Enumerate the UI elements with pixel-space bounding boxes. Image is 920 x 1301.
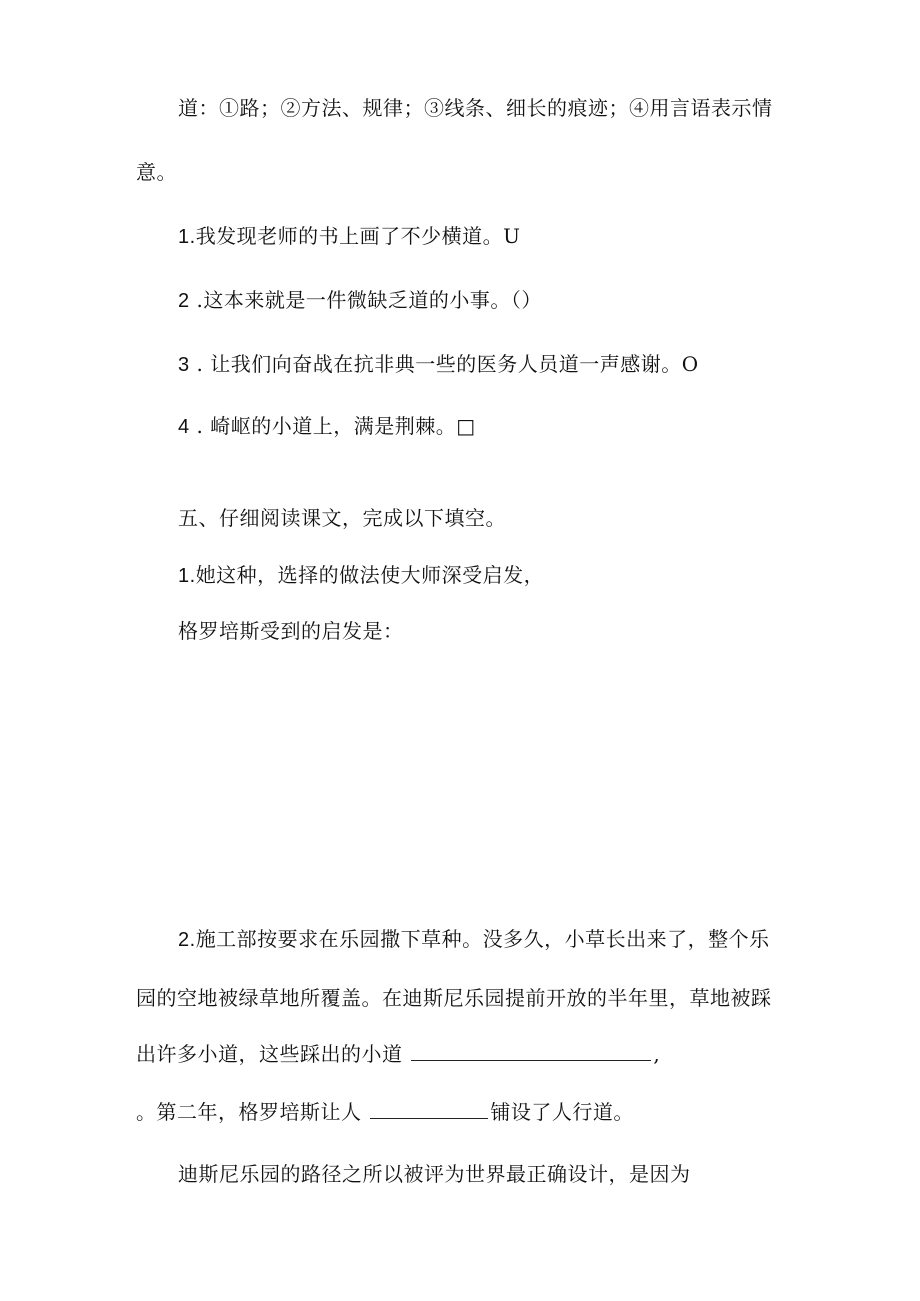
answer-blank-2[interactable] bbox=[370, 1098, 488, 1119]
question-2-line-1 bbox=[178, 925, 770, 954]
item-2-number: 2 bbox=[178, 290, 190, 312]
item-1 bbox=[178, 222, 521, 251]
question-1-number: 1. bbox=[178, 565, 196, 587]
question-2-line-3-text: 出许多小道，这些踩出的小道 bbox=[136, 1042, 403, 1066]
item-1-text: 我发现老师的书上画了不少横道。U bbox=[195, 224, 521, 248]
question-2-line-3 bbox=[136, 1040, 660, 1068]
question-1 bbox=[178, 561, 544, 590]
item-3 bbox=[178, 350, 699, 379]
question-2-line-4 bbox=[136, 1098, 634, 1126]
item-2 bbox=[178, 286, 542, 315]
question-2-final: 迪斯尼乐园的路径之所以被评为世界最正确设计，是因为 bbox=[178, 1162, 691, 1186]
item-3-number: 3 bbox=[178, 354, 190, 376]
question-2-line-2: 园的空地被绿草地所覆盖。在迪斯尼乐园提前开放的半年里，草地被踩 bbox=[136, 986, 772, 1010]
question-1-text: 她这种，选择的做法使大师深受启发， bbox=[195, 563, 545, 587]
item-3-text: . 让我们向奋战在抗非典一些的医务人员道一声感谢。O bbox=[189, 352, 699, 376]
question-1-prompt: 格罗培斯受到的启发是： bbox=[178, 619, 404, 643]
item-2-text: .这本来就是一件微缺乏道的小事。（） bbox=[189, 288, 542, 312]
question-2-text-1: 施工部按要求在乐园撒下草种。没多久，小草长出来了，整个乐 bbox=[195, 927, 770, 951]
definition-line-1: 道：①路；②方法、规律；③线条、细长的痕迹；④用言语表示情 bbox=[178, 96, 773, 120]
question-2-number: 2. bbox=[178, 929, 196, 951]
question-2-line-4-end: 铺设了人行道。 bbox=[490, 1100, 634, 1124]
item-1-number: 1. bbox=[178, 226, 196, 248]
definition-line-2: 意。 bbox=[136, 160, 177, 184]
item-4-number: 4 bbox=[178, 416, 190, 438]
item-4 bbox=[178, 412, 476, 441]
question-2-line-4-text: 。第二年，格罗培斯让人 bbox=[136, 1100, 362, 1124]
item-4-text: . 崎岖的小道上，满是荆棘。□ bbox=[189, 414, 476, 438]
question-2-line-3-comma: , bbox=[653, 1042, 661, 1066]
answer-blank-1[interactable] bbox=[411, 1040, 651, 1061]
section-5-heading: 五、仔细阅读课文，完成以下填空。 bbox=[178, 506, 506, 530]
